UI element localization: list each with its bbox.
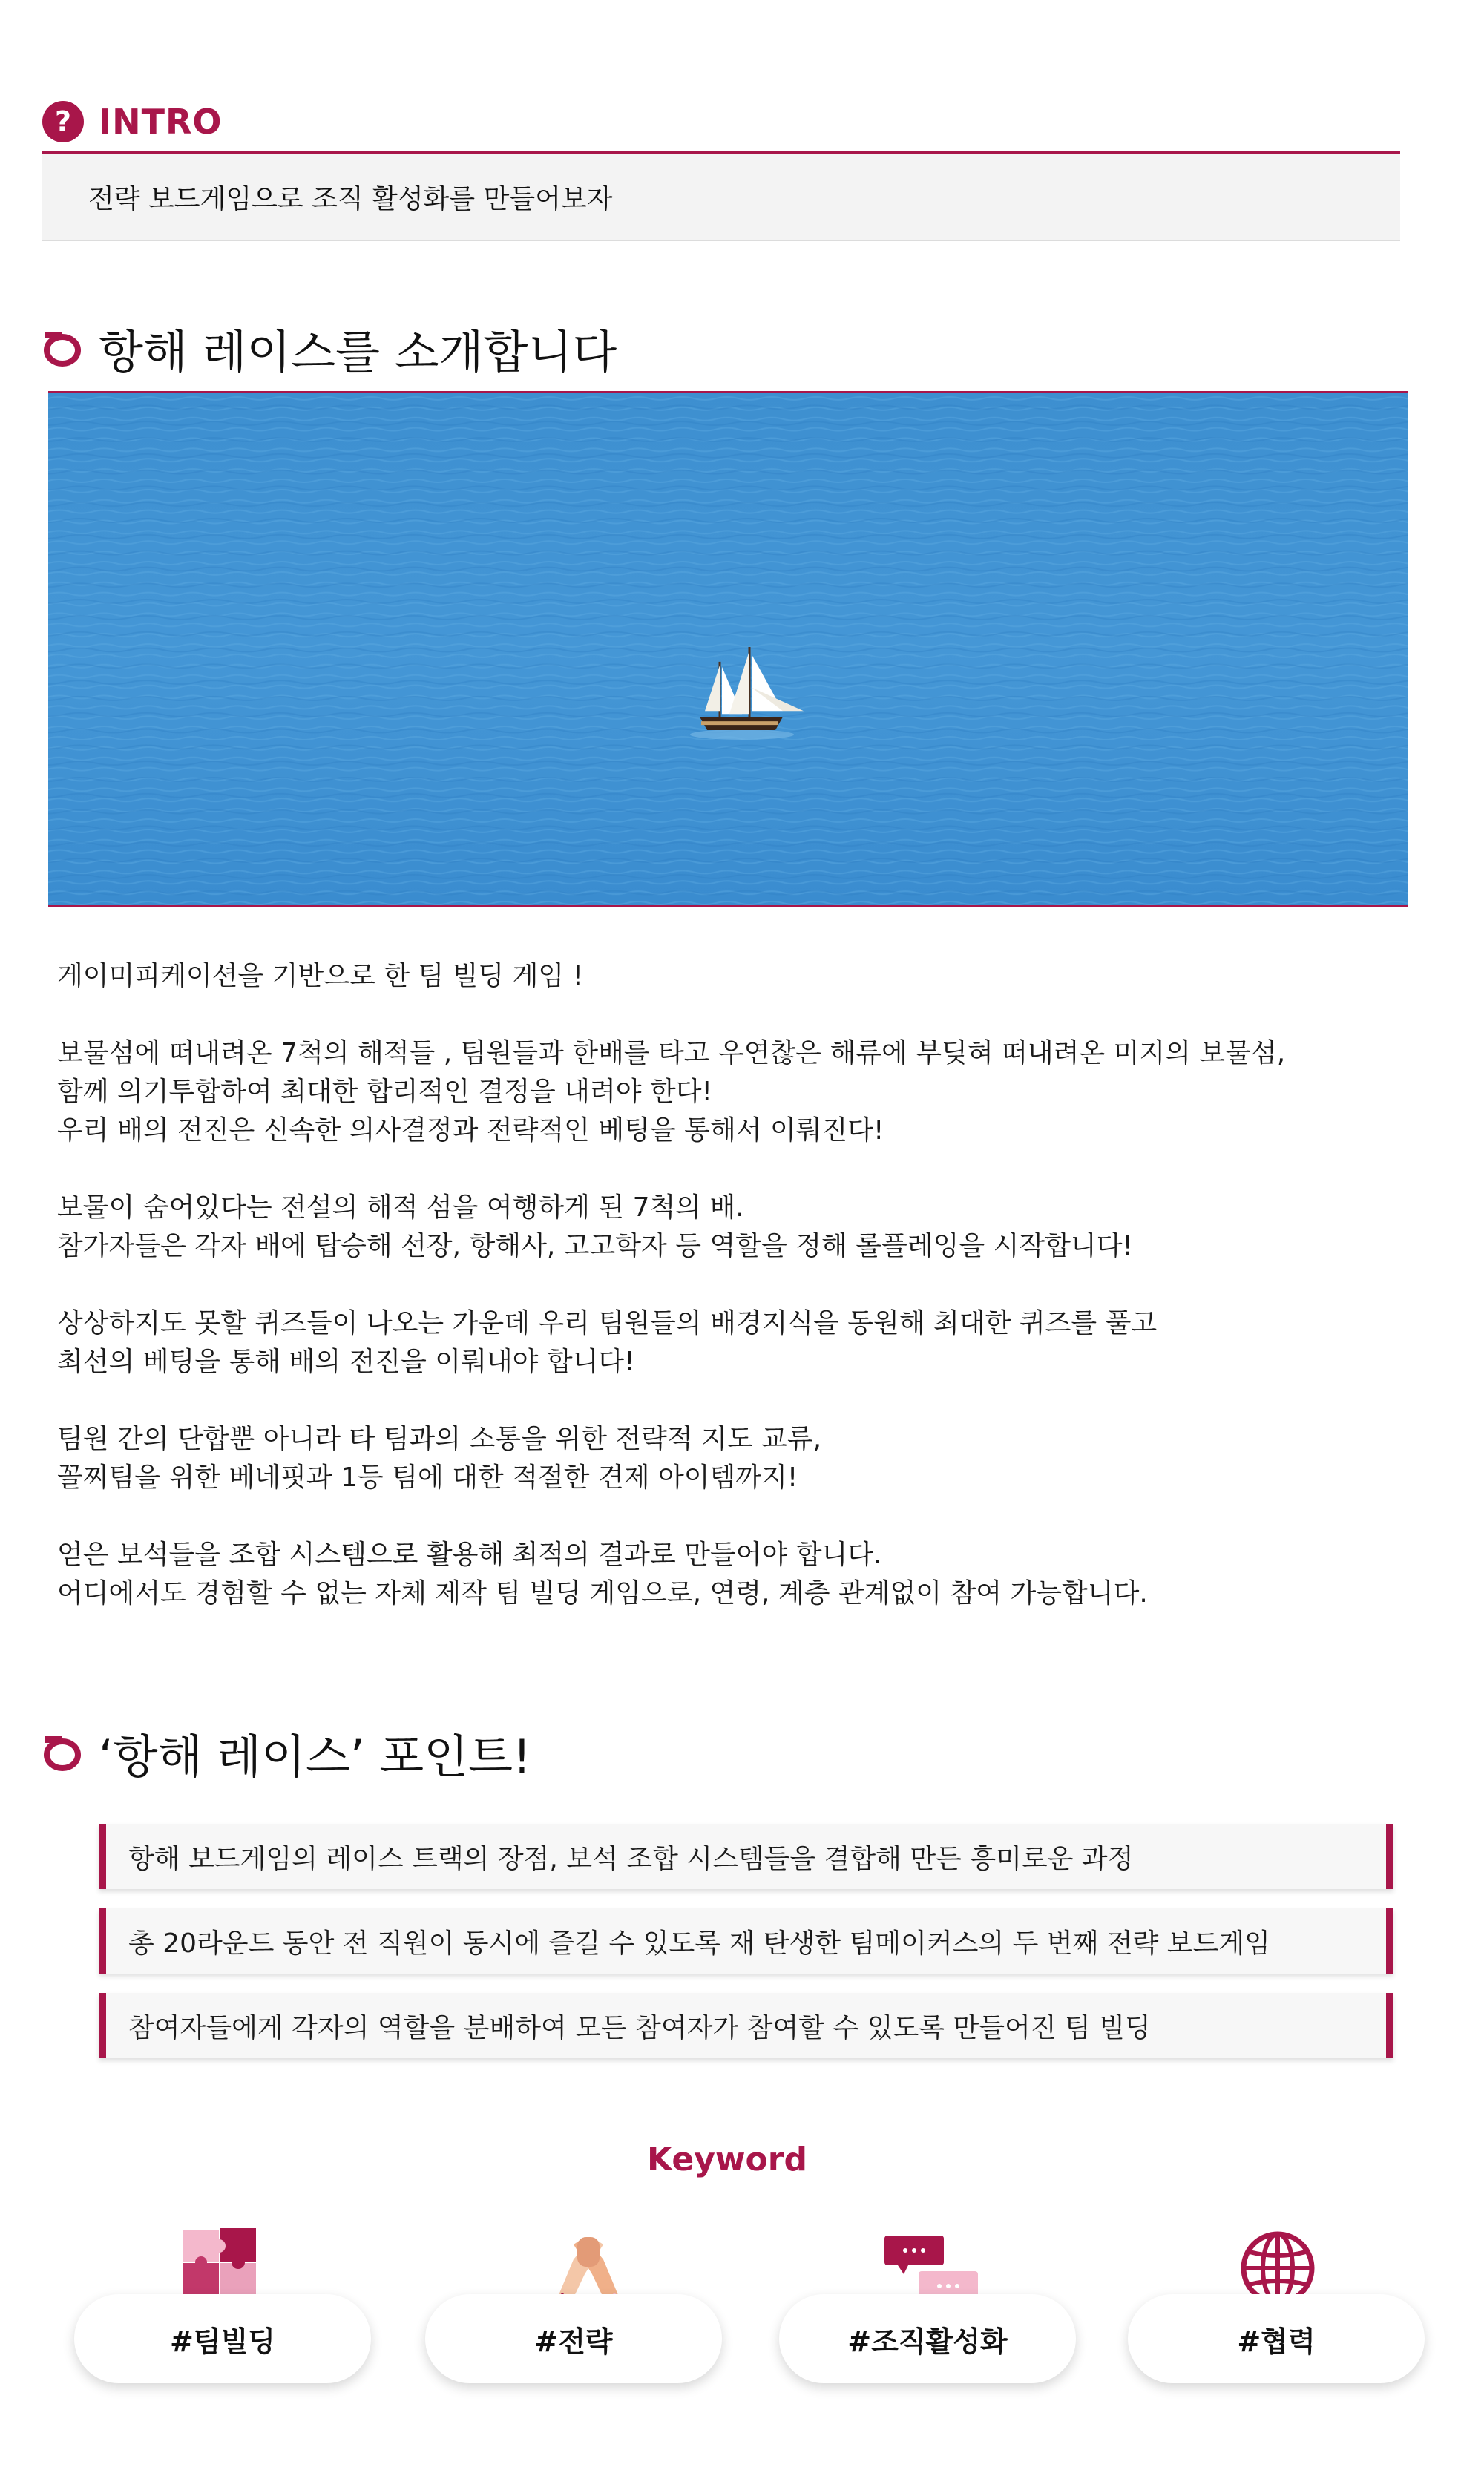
- description-text: [57, 957, 1408, 1613]
- intro-title: INTRO: [99, 102, 223, 142]
- body-line: 상상하지도 못할 퀴즈들이 나오는 가운데 우리 팀원들의 배경지식을 동원해 최대한 퀴즈를 풀고: [57, 1308, 1158, 1339]
- body-line: 최선의 베팅을 통해 배의 전진을 이뤄내야 합니다!: [57, 1347, 635, 1377]
- question-circle-icon: ?: [42, 101, 84, 142]
- section-heading-points: [42, 1720, 531, 1786]
- point-item: 참여자들에게 각자의 역할을 분배하여 모든 참여자가 참여할 수 있도록 만들어진 팀 빌딩: [99, 1993, 1393, 2058]
- intro-text: 전략 보드게임으로 조직 활성화를 만들어보자: [42, 154, 1400, 241]
- point-item: 항해 보드게임의 레이스 트랙의 장점, 보석 조합 시스템들을 결합해 만든 흥미로운 과정: [99, 1824, 1393, 1889]
- spacer: [57, 1150, 1408, 1189]
- keyword-card-org-activation: #조직활성화: [779, 2294, 1076, 2383]
- body-line: 꼴찌팀을 위한 베네핏과 1등 팀에 대한 적절한 견제 아이템까지!: [57, 1462, 798, 1493]
- point-item: 총 20라운드 동안 전 직원이 동시에 즐길 수 있도록 재 탄생한 팀메이커스의 두 번째 전략 보드게임: [99, 1908, 1393, 1974]
- body-line: 참가자들은 각자 배에 탑승해 선장, 항해사, 고고학자 등 역할을 정해 롤플레잉을 시작합니다!: [57, 1231, 1133, 1261]
- body-line: 얻은 보석들을 조합 시스템으로 활용해 최적의 결과로 만들어야 합니다.: [57, 1540, 882, 1570]
- hero-sea-image: [48, 391, 1408, 907]
- intro-header: [42, 97, 1400, 146]
- body-line: 보물이 숨어있다는 전설의 해적 섬을 여행하게 된 7척의 배.: [57, 1192, 744, 1223]
- intro-section: [42, 97, 1400, 241]
- section-title: ‘항해 레이스’ 포인트!: [99, 1730, 531, 1784]
- body-line: 어디에서도 경험할 수 없는 자체 제작 팀 빌딩 게임으로, 연령, 계층 관계없이 참여 가능합니다.: [57, 1578, 1148, 1609]
- keyword-card-cooperation: #협력: [1128, 2294, 1425, 2383]
- spacer: [57, 1497, 1408, 1536]
- spacer: [57, 1382, 1408, 1420]
- keyword-title: Keyword: [647, 2141, 807, 2178]
- keyword-card-teambuilding: #팀빌딩: [74, 2294, 371, 2383]
- body-line: 게이미피케이션을 기반으로 한 팀 빌딩 게임 !: [57, 961, 584, 991]
- section-heading-intro: [42, 315, 617, 381]
- spacer: [57, 996, 1408, 1034]
- body-line: 팀원 간의 단합뿐 아니라 타 팀과의 소통을 위한 전략적 지도 교류,: [57, 1424, 822, 1454]
- body-line: 우리 배의 전진은 신속한 의사결정과 전략적인 베팅을 통해서 이뤄진다!: [57, 1115, 884, 1146]
- body-line: 함께 의기투합하여 최대한 합리적인 결정을 내려야 한다!: [57, 1077, 712, 1107]
- spacer: [57, 1266, 1408, 1304]
- ring-icon: [42, 1735, 82, 1772]
- keyword-card-strategy: #전략: [425, 2294, 722, 2383]
- section-title: 항해 레이스를 소개합니다: [99, 325, 617, 379]
- body-line: 보물섬에 떠내려온 7척의 해적들 , 팀원들과 한배를 타고 우연찮은 해류에 부딪혀 떠내려온 미지의 보물섬,: [57, 1038, 1286, 1068]
- points-list: [99, 1824, 1393, 2078]
- ring-icon: [42, 330, 82, 367]
